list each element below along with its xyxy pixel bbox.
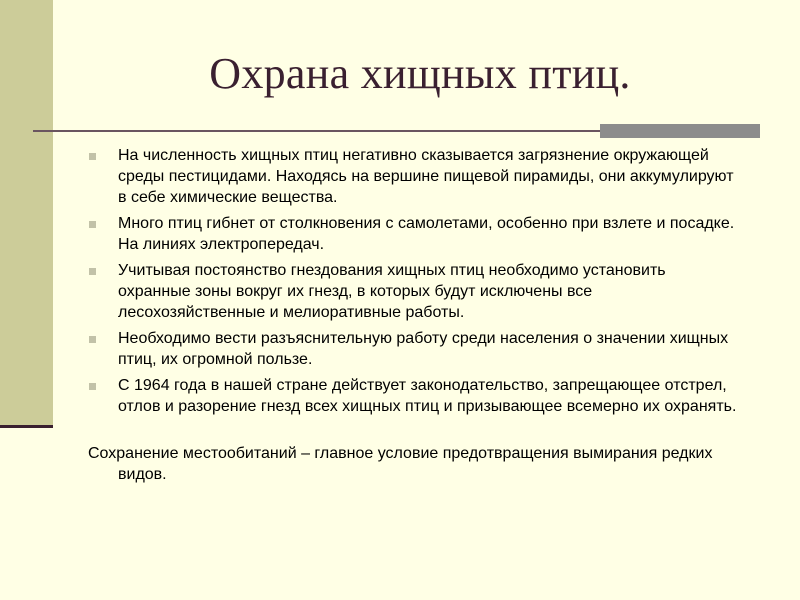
- closing-block: [88, 441, 738, 485]
- left-bar-underline: [0, 425, 53, 428]
- square-bullet-icon: [89, 268, 96, 275]
- bullet-item: [88, 328, 738, 370]
- bullet-item: [88, 145, 738, 208]
- bullet-text: С 1964 года в нашей стране действует законодательство, запрещающее отстрел, отлов и разорение гнезд всех хищных птиц и призывающее всемерно их охранять.: [118, 377, 737, 415]
- bullet-item: [88, 260, 738, 323]
- bullet-text: Учитывая постоянство гнездования хищных птиц необходимо установить охранные зоны вокруг их гнезд, в которых будут исключены все лесохозяйственные и мелиоративные работы.: [118, 262, 666, 321]
- bullet-text: На численность хищных птиц негативно сказывается загрязнение окружающей среды пестицидами. Находясь на вершине пищевой пирамиды, они аккумулируют в себе химические вещества.: [118, 147, 734, 206]
- slide-body: [88, 145, 738, 422]
- bullet-text: Необходимо вести разъяснительную работу среди населения о значении хищных птиц, их огромной пользе.: [118, 330, 729, 368]
- square-bullet-icon: [89, 336, 96, 343]
- title-divider-accent: [600, 124, 760, 138]
- bullet-item: [88, 213, 738, 255]
- bullet-item: [88, 375, 738, 417]
- square-bullet-icon: [89, 153, 96, 160]
- slide-title: Охрана хищных птиц.: [209, 49, 631, 98]
- closing-paragraph: Сохранение местообитаний – главное условие предотвращения вымирания редких видов.: [88, 445, 713, 483]
- square-bullet-icon: [89, 221, 96, 228]
- bullet-text: Много птиц гибнет от столкновения с самолетами, особенно при взлете и посадке. На линиях электропередач.: [118, 215, 735, 253]
- square-bullet-icon: [89, 383, 96, 390]
